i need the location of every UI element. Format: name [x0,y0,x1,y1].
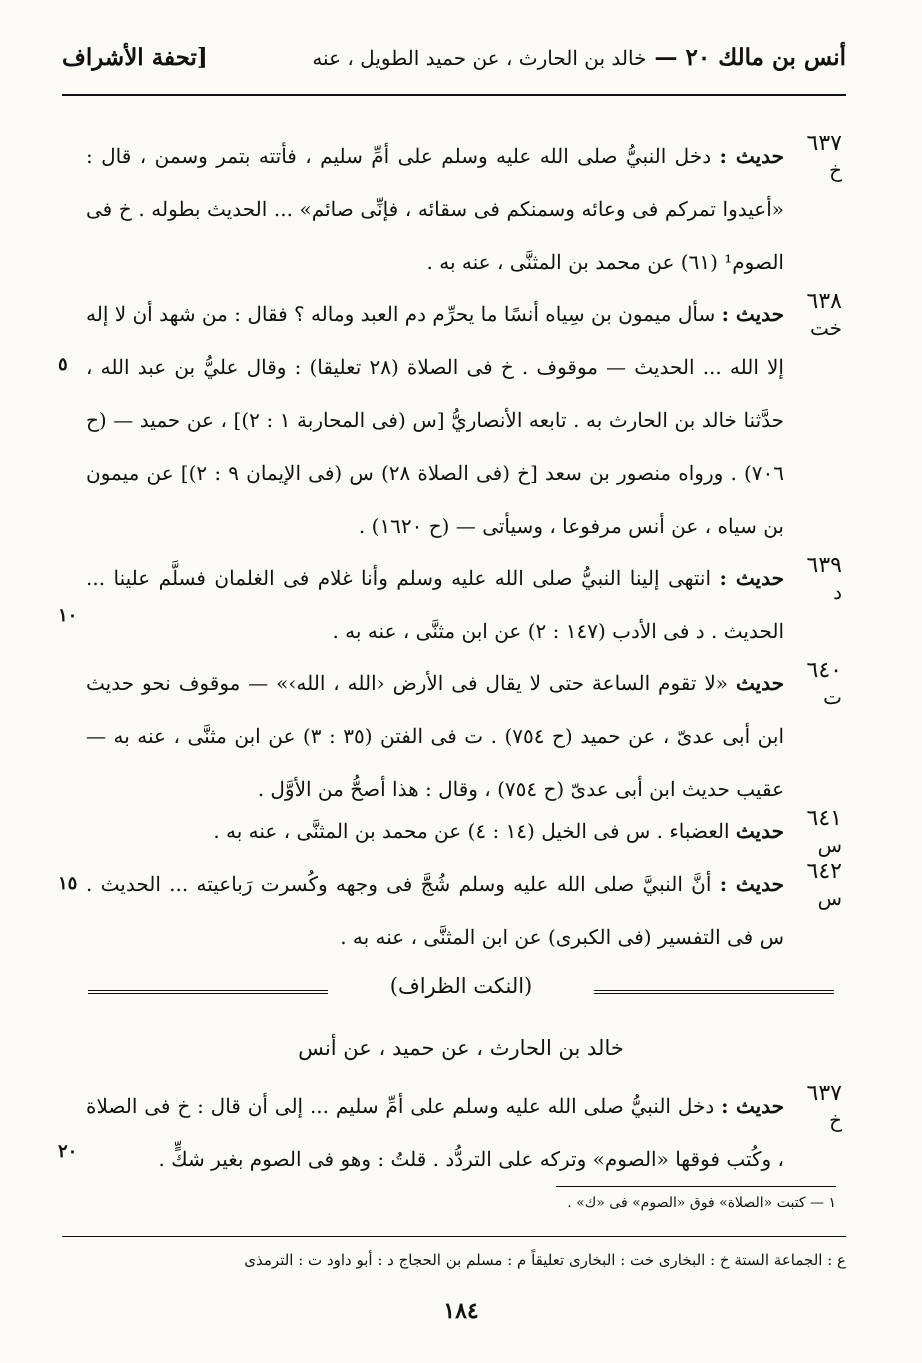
entry-body: دخل النبيُّ صلى الله عليه وسلم على أمِّ سليم ... إلى أن قال : خ فى الصلاة ، وكُتب فوقها «الصوم» وتركه على التردُّد . قلتُ : وهو فى الصوم بغير شكٍّ . [86,1094,784,1171]
entry-text [86,288,784,553]
divider-rule-right [594,990,834,994]
chain-subheading: خالد بن الحارث ، عن حميد ، عن أنس [298,1036,624,1060]
entry-number: ٦٣٨ خت [790,288,842,339]
section-title: (النكت الظراف) [389,974,533,998]
nukat-entry-637 [86,1080,842,1186]
page-number: ١٨٤ [443,1298,479,1324]
entry-siglum: ت [823,684,842,709]
running-head-book-title: [تحفة الأشراف [62,44,208,71]
entry-text [86,858,784,964]
entry-text [86,657,784,816]
line-number-15: ١٥ [58,873,78,894]
running-head-chain: خالد بن الحارث ، عن حميد الطويل ، عنه [312,46,647,70]
entry-keyword: حديث : [719,566,784,590]
entry-body: انتهى إلينا النبيُّ صلى الله عليه وسلم وأنا غلام فى الغلمان فسلَّم علينا ... الحديث . د فى الأدب (١٤٧ : ٢) عن ابن مثنَّى ، عنه به . [86,566,784,643]
hadith-entry-640 [86,657,842,816]
hadith-entry-641 [86,805,842,858]
entry-text [86,805,784,858]
entry-keyword: حديث : [721,1094,785,1118]
entry-body: دخل النبيُّ صلى الله عليه وسلم على أمِّ سليم ، فأتته بتمر وسمن ، قال : «أعيدوا تمركم فى وعائه وسمنكم فى سقائه ، فإنِّى صائم» ... الحديث بطوله . خ فى الصوم¹ (٦١) عن محمد بن المثنَّى ، عنه به . [86,144,784,274]
entry-body: «لا تقوم الساعة حتى لا يقال فى الأرض ‹الله ، الله›» — موقوف نحو حديث ابن أبى عدىّ ، عن حميد (ح ٧٥٤) . ت فى الفتن (٣٥ : ٣) عن ابن مثنَّى ، عنه به — عقيب حديث ابن أبى عدىّ (ح ٧٥٤) ، وقال : هذا أصحُّ من الأوَّل . [86,671,785,801]
entry-siglum: س [817,885,842,910]
entry-siglum: خ [829,157,842,182]
running-head [62,44,846,96]
entry-keyword: حديث [735,671,785,695]
hadith-entry-642 [86,858,842,964]
entry-keyword: حديث : [721,302,784,326]
hadith-entry-637 [86,130,842,289]
entry-text [86,1080,784,1186]
entry-keyword: حديث : [719,144,785,168]
entry-number: ٦٤٢ س [790,858,842,909]
entry-siglum: خ [829,1107,842,1132]
footnote: ١ — كتبت «الصلاة» فوق «الصوم» فى «ك» . [556,1186,836,1211]
running-head-author: أنس بن مالك ٢٠ — [654,44,846,71]
entry-text [86,130,784,289]
running-head-right [312,44,846,71]
entry-text [86,552,784,658]
line-number-10: ١٠ [58,605,78,626]
entry-keyword: حديث : [719,872,785,896]
entry-keyword: حديث [735,819,784,843]
entry-number: ٦٣٩ د [790,552,842,603]
entry-body: سأل ميمون بن سِياه أنسًا ما يحرِّم دم العبد وماله ؟ فقال : من شهد أن لا إله إلا الله ... الحديث — موقوف . خ فى الصلاة (٢٨ تعليقا) : وقال عليُّ بن عبد الله ، حدَّثنا خالد بن الحارث به . تابعه الأنصاريُّ [س (فى المحاربة ١ : ٢)] ، عن حميد — (ح ٧٠٦) . ورواه منصور بن سعد [خ (فى الصلاة ٢٨) س (فى الإيمان ٩ : ٢)] عن ميمون بن سياه ، عن أنس مرفوعا ، وسيأتى — (ح ١٦٢٠) . [86,302,785,538]
entry-number: ٦٤١ س [790,805,842,856]
entry-number: ٦٣٧ خ [790,1080,842,1131]
section-divider [88,974,834,1002]
entry-body: أنَّ النبيَّ صلى الله عليه وسلم شُجَّ فى وجهه وكُسرت رَباعيته ... الحديث . س فى التفسير (فى الكبرى) عن ابن المثنَّى ، عنه به . [86,872,784,949]
hadith-entry-638 [86,288,842,553]
hadith-entry-639 [86,552,842,658]
entry-siglum: د [833,579,842,604]
line-number-20: ٢٠ [58,1141,78,1162]
entry-number: ٦٣٧ خ [790,130,842,181]
line-number-5: ٥ [58,354,68,375]
entry-siglum: س [817,832,842,857]
entry-siglum: خت [809,315,842,340]
entry-body: العضباء . س فى الخيل (١٤ : ٤) عن محمد بن المثنَّى ، عنه به . [213,819,730,843]
entry-number: ٦٤٠ ت [790,657,842,708]
sigla-key: ع : الجماعة الستة خ : البخارى خت : البخارى تعليقاً م : مسلم بن الحجاج د : أبو داود ت : الترمذى [62,1236,846,1269]
